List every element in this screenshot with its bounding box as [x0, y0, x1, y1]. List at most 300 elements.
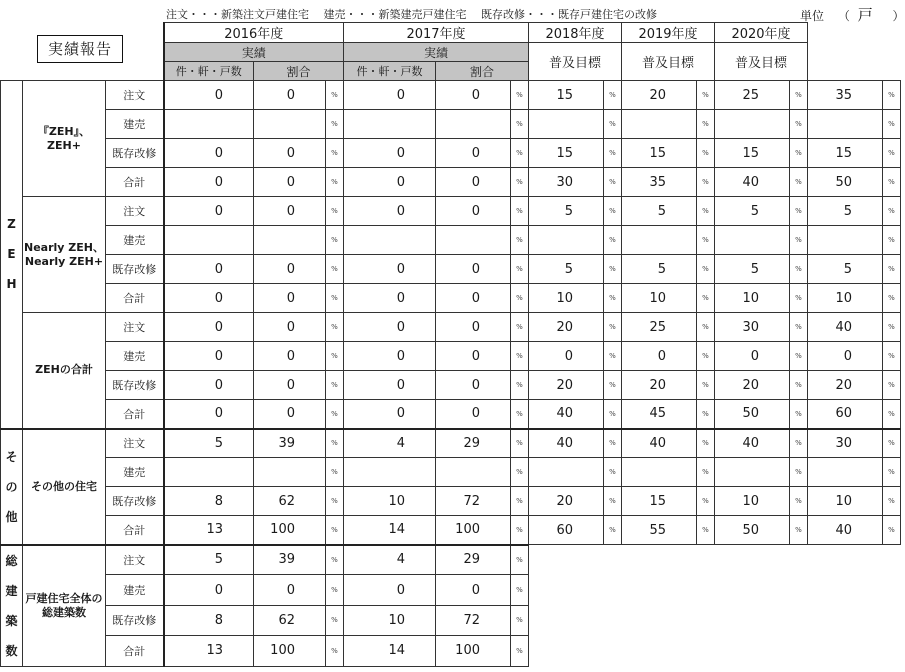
table-row [1, 545, 901, 575]
value-cell: 10 [622, 284, 697, 313]
row-label: 合計 [106, 168, 164, 197]
target-2020: 普及目標 [715, 43, 808, 81]
percent-mark: % [511, 371, 529, 400]
row-label: 建売 [106, 575, 164, 605]
percent-mark: % [511, 284, 529, 313]
percent-mark: % [697, 255, 715, 284]
value-cell: 62 [254, 605, 326, 635]
value-cell: 5 [622, 197, 697, 226]
count-header-2017: 件・軒・戸数 [344, 62, 436, 81]
value-cell: 0 [436, 197, 511, 226]
value-cell: 10 [344, 487, 436, 516]
value-cell: 0 [344, 575, 436, 605]
percent-mark: % [790, 371, 808, 400]
value-cell: 100 [254, 516, 326, 545]
value-cell: 15 [622, 139, 697, 168]
value-cell: 0 [164, 255, 254, 284]
value-cell: 0 [254, 168, 326, 197]
percent-mark: % [511, 458, 529, 487]
value-cell: 35 [622, 168, 697, 197]
percent-mark: % [790, 313, 808, 342]
percent-mark: % [883, 168, 901, 197]
table-row [1, 342, 901, 371]
sub-total: 戸建住宅全体の総建築数 [23, 545, 106, 667]
table-row [1, 429, 901, 458]
value-cell: 0 [344, 81, 436, 110]
table-row [1, 371, 901, 400]
value-cell: 0 [344, 168, 436, 197]
percent-mark: % [511, 487, 529, 516]
percent-mark: % [604, 226, 622, 255]
percent-mark: % [697, 313, 715, 342]
value-cell [808, 110, 883, 139]
sub-zeh-total: ZEHの合計 [23, 313, 106, 429]
percent-mark: % [883, 429, 901, 458]
percent-mark: % [511, 575, 529, 605]
value-cell [715, 226, 790, 255]
value-cell: 25 [715, 81, 790, 110]
percent-mark: % [511, 342, 529, 371]
percent-mark: % [604, 110, 622, 139]
value-cell: 0 [164, 168, 254, 197]
percent-mark: % [604, 313, 622, 342]
value-cell: 20 [622, 81, 697, 110]
percent-mark: % [511, 168, 529, 197]
value-cell: 0 [622, 342, 697, 371]
table-row [1, 605, 901, 635]
value-cell [344, 458, 436, 487]
value-cell: 5 [164, 429, 254, 458]
value-cell: 0 [344, 313, 436, 342]
value-cell [715, 110, 790, 139]
value-cell: 15 [808, 139, 883, 168]
legend-text: 注文・・・新築注文戸建住宅 建売・・・新築建売戸建住宅 既存改修・・・既存戸建住宅の改修 [166, 8, 657, 21]
unit-value: 戸 [857, 6, 873, 24]
value-cell [164, 110, 254, 139]
percent-mark: % [883, 255, 901, 284]
value-cell: 100 [254, 636, 326, 666]
value-cell: 39 [254, 545, 326, 575]
row-label: 合計 [106, 284, 164, 313]
percent-mark: % [697, 400, 715, 429]
row-label: 既存改修 [106, 605, 164, 635]
value-cell: 5 [164, 545, 254, 575]
table-row [1, 226, 901, 255]
value-cell: 0 [436, 284, 511, 313]
row-label: 既存改修 [106, 139, 164, 168]
percent-mark: % [604, 197, 622, 226]
value-cell: 0 [254, 342, 326, 371]
value-cell: 29 [436, 429, 511, 458]
value-cell: 0 [436, 371, 511, 400]
value-cell: 0 [254, 81, 326, 110]
target-2018: 普及目標 [529, 43, 622, 81]
percent-mark: % [326, 545, 344, 575]
target-2019: 普及目標 [622, 43, 715, 81]
percent-mark: % [697, 197, 715, 226]
percent-mark: % [326, 313, 344, 342]
value-cell: 100 [436, 636, 511, 666]
percent-mark: % [604, 139, 622, 168]
value-cell: 55 [622, 516, 697, 545]
value-cell [436, 110, 511, 139]
value-cell: 72 [436, 605, 511, 635]
value-cell: 13 [164, 516, 254, 545]
year-2018: 2018年度 [529, 23, 622, 43]
report-table [0, 22, 901, 667]
value-cell: 5 [715, 255, 790, 284]
value-cell: 0 [344, 255, 436, 284]
percent-mark: % [511, 197, 529, 226]
value-cell: 14 [344, 636, 436, 666]
value-cell: 0 [164, 284, 254, 313]
value-cell [622, 458, 697, 487]
value-cell: 30 [715, 313, 790, 342]
value-cell: 4 [344, 429, 436, 458]
value-cell: 10 [529, 284, 604, 313]
row-label: 建売 [106, 110, 164, 139]
percent-mark: % [883, 81, 901, 110]
value-cell: 10 [715, 284, 790, 313]
table-row [1, 255, 901, 284]
percent-mark: % [790, 168, 808, 197]
value-cell: 0 [254, 284, 326, 313]
value-cell: 20 [715, 371, 790, 400]
value-cell: 15 [715, 139, 790, 168]
sub-zeh: 『ZEH』、ZEH+ [23, 81, 106, 197]
value-cell: 20 [529, 313, 604, 342]
percent-mark: % [883, 313, 901, 342]
value-cell [808, 458, 883, 487]
value-cell: 0 [164, 342, 254, 371]
value-cell: 13 [164, 636, 254, 666]
value-cell: 40 [808, 313, 883, 342]
percent-mark: % [883, 226, 901, 255]
percent-mark: % [326, 487, 344, 516]
value-cell [164, 226, 254, 255]
percent-mark: % [790, 255, 808, 284]
value-cell: 20 [529, 487, 604, 516]
percent-mark: % [790, 81, 808, 110]
value-cell [436, 226, 511, 255]
row-label: 建売 [106, 458, 164, 487]
percent-mark: % [326, 516, 344, 545]
row-label: 注文 [106, 429, 164, 458]
row-label: 合計 [106, 636, 164, 666]
value-cell: 10 [808, 284, 883, 313]
row-label: 建売 [106, 226, 164, 255]
jisseki-2017: 実績 [344, 43, 529, 62]
table-row [1, 284, 901, 313]
percent-mark: % [697, 110, 715, 139]
percent-mark: % [697, 516, 715, 545]
value-cell: 50 [715, 400, 790, 429]
percent-mark: % [604, 458, 622, 487]
percent-mark: % [604, 487, 622, 516]
percent-mark: % [326, 429, 344, 458]
value-cell: 0 [344, 284, 436, 313]
table-row [1, 81, 901, 110]
value-cell: 40 [715, 168, 790, 197]
unit-label-text: 単位 [800, 9, 825, 23]
value-cell: 4 [344, 545, 436, 575]
percent-mark: % [326, 342, 344, 371]
percent-mark: % [790, 139, 808, 168]
category-sonota-label: そ の 他 [5, 449, 18, 524]
table-row [1, 110, 901, 139]
percent-mark: % [511, 605, 529, 635]
percent-mark: % [790, 487, 808, 516]
value-cell: 20 [808, 371, 883, 400]
jisseki-2016: 実績 [164, 43, 344, 62]
value-cell: 10 [715, 487, 790, 516]
year-2019: 2019年度 [622, 23, 715, 43]
value-cell: 5 [529, 255, 604, 284]
table-row [1, 400, 901, 429]
value-cell: 0 [436, 400, 511, 429]
value-cell: 0 [254, 139, 326, 168]
percent-mark: % [511, 429, 529, 458]
value-cell [254, 110, 326, 139]
count-header-2016: 件・軒・戸数 [164, 62, 254, 81]
percent-mark: % [697, 139, 715, 168]
percent-mark: % [326, 605, 344, 635]
value-cell: 100 [436, 516, 511, 545]
value-cell: 39 [254, 429, 326, 458]
value-cell: 5 [622, 255, 697, 284]
value-cell: 0 [254, 575, 326, 605]
year-2020: 2020年度 [715, 23, 808, 43]
value-cell: 25 [622, 313, 697, 342]
percent-mark: % [883, 284, 901, 313]
percent-mark: % [697, 371, 715, 400]
report-badge: 実績報告 [37, 35, 123, 63]
value-cell [164, 458, 254, 487]
percent-mark: % [883, 516, 901, 545]
value-cell: 5 [715, 197, 790, 226]
value-cell: 0 [164, 575, 254, 605]
percent-mark: % [511, 255, 529, 284]
value-cell: 0 [436, 168, 511, 197]
value-cell: 0 [254, 255, 326, 284]
percent-mark: % [790, 400, 808, 429]
value-cell [622, 226, 697, 255]
value-cell: 0 [436, 139, 511, 168]
value-cell [529, 458, 604, 487]
percent-mark: % [326, 226, 344, 255]
value-cell: 45 [622, 400, 697, 429]
value-cell: 40 [622, 429, 697, 458]
year-2016: 2016年度 [164, 23, 344, 43]
category-zeh [1, 81, 23, 429]
percent-mark: % [790, 516, 808, 545]
value-cell: 0 [436, 81, 511, 110]
value-cell [436, 458, 511, 487]
percent-mark: % [697, 81, 715, 110]
row-label: 注文 [106, 313, 164, 342]
percent-mark: % [790, 429, 808, 458]
value-cell: 10 [808, 487, 883, 516]
percent-mark: % [511, 81, 529, 110]
value-cell: 14 [344, 516, 436, 545]
sub-nearly-zeh: Nearly ZEH、Nearly ZEH+ [23, 197, 106, 313]
value-cell: 0 [164, 313, 254, 342]
value-cell: 0 [529, 342, 604, 371]
table-row [1, 516, 901, 545]
ratio-header-2017: 割合 [436, 62, 529, 81]
percent-mark: % [511, 400, 529, 429]
percent-mark: % [604, 516, 622, 545]
percent-mark: % [604, 81, 622, 110]
percent-mark: % [326, 110, 344, 139]
value-cell: 0 [164, 81, 254, 110]
category-total [1, 545, 23, 667]
value-cell: 0 [164, 139, 254, 168]
table-row [1, 487, 901, 516]
row-label: 合計 [106, 516, 164, 545]
percent-mark: % [697, 429, 715, 458]
value-cell: 0 [344, 139, 436, 168]
value-cell: 50 [808, 168, 883, 197]
percent-mark: % [883, 139, 901, 168]
value-cell: 0 [808, 342, 883, 371]
percent-mark: % [883, 400, 901, 429]
percent-mark: % [511, 139, 529, 168]
value-cell [622, 110, 697, 139]
percent-mark: % [697, 458, 715, 487]
value-cell: 5 [529, 197, 604, 226]
percent-mark: % [511, 226, 529, 255]
value-cell: 30 [808, 429, 883, 458]
percent-mark: % [326, 197, 344, 226]
percent-mark: % [326, 255, 344, 284]
table-row [1, 575, 901, 605]
value-cell [529, 110, 604, 139]
percent-mark: % [326, 458, 344, 487]
value-cell: 0 [344, 197, 436, 226]
value-cell: 0 [715, 342, 790, 371]
unit-paren-open: （ [837, 9, 850, 23]
percent-mark: % [883, 342, 901, 371]
value-cell: 5 [808, 255, 883, 284]
percent-mark: % [326, 400, 344, 429]
empty-area [529, 545, 901, 575]
table-row [1, 139, 901, 168]
report-body [1, 81, 901, 667]
percent-mark: % [326, 575, 344, 605]
value-cell [254, 226, 326, 255]
value-cell [808, 226, 883, 255]
percent-mark: % [883, 110, 901, 139]
percent-mark: % [326, 168, 344, 197]
row-label: 既存改修 [106, 255, 164, 284]
percent-mark: % [604, 342, 622, 371]
percent-mark: % [511, 545, 529, 575]
percent-mark: % [697, 487, 715, 516]
value-cell: 0 [254, 197, 326, 226]
value-cell: 30 [529, 168, 604, 197]
value-cell: 62 [254, 487, 326, 516]
year-2017: 2017年度 [344, 23, 529, 43]
value-cell: 40 [529, 429, 604, 458]
table-row [1, 636, 901, 666]
percent-mark: % [883, 197, 901, 226]
category-total-label: 総 建 築 数 [5, 553, 18, 658]
value-cell [715, 458, 790, 487]
value-cell: 0 [164, 371, 254, 400]
percent-mark: % [604, 168, 622, 197]
percent-mark: % [604, 284, 622, 313]
value-cell: 0 [436, 342, 511, 371]
value-cell: 8 [164, 487, 254, 516]
table-row [1, 197, 901, 226]
table-row [1, 313, 901, 342]
percent-mark: % [790, 284, 808, 313]
value-cell: 20 [622, 371, 697, 400]
value-cell: 72 [436, 487, 511, 516]
value-cell: 0 [164, 400, 254, 429]
empty-area [529, 636, 901, 666]
percent-mark: % [326, 636, 344, 666]
category-sonota [1, 429, 23, 545]
percent-mark: % [790, 342, 808, 371]
percent-mark: % [697, 284, 715, 313]
value-cell [344, 226, 436, 255]
value-cell: 10 [344, 605, 436, 635]
percent-mark: % [790, 226, 808, 255]
value-cell: 60 [529, 516, 604, 545]
percent-mark: % [790, 110, 808, 139]
percent-mark: % [697, 342, 715, 371]
value-cell [529, 226, 604, 255]
percent-mark: % [790, 458, 808, 487]
row-label: 既存改修 [106, 371, 164, 400]
value-cell [254, 458, 326, 487]
percent-mark: % [326, 139, 344, 168]
row-label: 注文 [106, 81, 164, 110]
percent-mark: % [604, 371, 622, 400]
row-label: 既存改修 [106, 487, 164, 516]
percent-mark: % [511, 636, 529, 666]
ratio-header-2016: 割合 [254, 62, 344, 81]
row-label: 建売 [106, 342, 164, 371]
value-cell: 0 [436, 575, 511, 605]
value-cell: 60 [808, 400, 883, 429]
value-cell: 15 [622, 487, 697, 516]
row-label: 注文 [106, 197, 164, 226]
percent-mark: % [883, 458, 901, 487]
value-cell: 5 [808, 197, 883, 226]
value-cell: 50 [715, 516, 790, 545]
empty-area [529, 605, 901, 635]
percent-mark: % [326, 371, 344, 400]
value-cell: 0 [164, 197, 254, 226]
value-cell: 8 [164, 605, 254, 635]
value-cell: 0 [344, 400, 436, 429]
category-zeh-label: Z E H [6, 217, 17, 292]
row-label: 合計 [106, 400, 164, 429]
value-cell: 40 [808, 516, 883, 545]
unit-paren-close: ） [892, 9, 905, 23]
value-cell: 35 [808, 81, 883, 110]
percent-mark: % [604, 255, 622, 284]
value-cell: 0 [254, 400, 326, 429]
value-cell: 0 [254, 371, 326, 400]
row-label: 注文 [106, 545, 164, 575]
table-row [1, 168, 901, 197]
table-row [1, 458, 901, 487]
percent-mark: % [790, 197, 808, 226]
